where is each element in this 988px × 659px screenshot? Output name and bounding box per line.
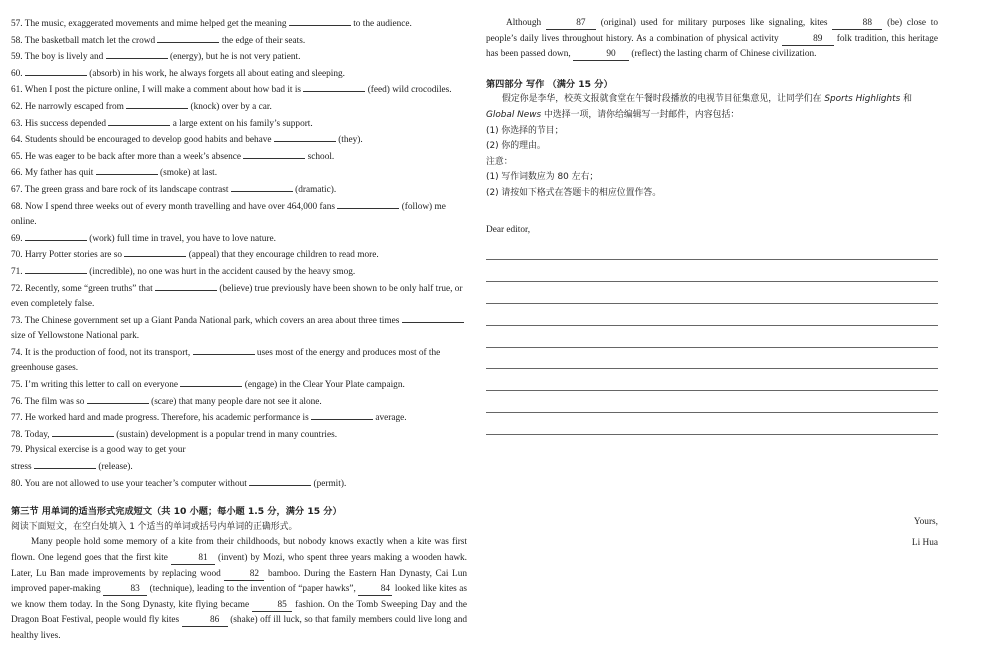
letter-closing: Yours, bbox=[913, 517, 938, 527]
question-text-after: (engage) in the Clear Your Plate campaign. bbox=[244, 380, 405, 391]
answer-blank[interactable] bbox=[155, 281, 217, 291]
question-text-before: Now I spend three weeks out of every month travelling and have over 464,000 fans bbox=[24, 201, 336, 212]
question-text-after: (dramatic). bbox=[295, 184, 337, 195]
answer-lines bbox=[486, 238, 938, 435]
question-item bbox=[11, 394, 467, 411]
question-item bbox=[11, 377, 467, 394]
answer-blank[interactable] bbox=[124, 247, 186, 257]
question-item bbox=[11, 410, 467, 427]
question-item bbox=[11, 49, 467, 66]
question-text-before: My father has quit bbox=[24, 168, 94, 179]
letter-signature: Li Hua bbox=[911, 538, 938, 548]
question-text-after: size of Yellowstone National park. bbox=[11, 331, 140, 342]
question-79-cont: stress (release). bbox=[11, 459, 467, 476]
answer-blank[interactable] bbox=[126, 99, 188, 109]
answer-blank[interactable] bbox=[25, 231, 87, 241]
question-text-before: His success depended bbox=[24, 118, 107, 129]
blank-85[interactable]: 85 bbox=[252, 600, 292, 612]
question-number: 63. bbox=[11, 118, 23, 129]
question-item bbox=[11, 16, 467, 33]
question-text-after: (feed) wild crocodiles. bbox=[367, 85, 452, 96]
answer-blank[interactable] bbox=[231, 182, 293, 192]
answer-line[interactable] bbox=[486, 282, 938, 304]
question-text-after: (work) full time in travel, you have to love nature. bbox=[89, 233, 276, 244]
question-number: 67. bbox=[11, 184, 23, 195]
writing-item: (2) 你的理由。 bbox=[486, 141, 546, 152]
answer-blank[interactable] bbox=[52, 427, 114, 437]
answer-line[interactable] bbox=[486, 369, 938, 391]
answer-blank[interactable] bbox=[274, 132, 336, 142]
answer-blank[interactable] bbox=[25, 264, 87, 274]
question-text-after: (knock) over by a car. bbox=[190, 101, 272, 112]
blank-90[interactable]: 90 bbox=[573, 49, 629, 61]
question-number: 59. bbox=[11, 52, 23, 63]
question-text-before: The boy is lively and bbox=[24, 52, 104, 63]
option-global-news: Global News bbox=[486, 109, 542, 120]
answer-line[interactable] bbox=[486, 304, 938, 326]
question-text-after: (scare) that many people dare not see it alone. bbox=[151, 396, 322, 407]
question-item bbox=[11, 231, 467, 248]
answer-blank[interactable] bbox=[337, 199, 399, 209]
question-number: 65. bbox=[11, 151, 23, 162]
question-item bbox=[11, 281, 467, 313]
question-80: 80. You are not allowed to use your teacher’s computer without (permit). bbox=[11, 476, 467, 493]
question-number: 73. bbox=[11, 315, 23, 326]
answer-blank[interactable] bbox=[96, 165, 158, 175]
question-number: 64. bbox=[11, 135, 23, 146]
question-text-before: It is the production of food, not its transport, bbox=[24, 347, 191, 358]
question-number: 66. bbox=[11, 168, 23, 179]
letter-greeting: Dear editor, bbox=[486, 224, 531, 235]
question-number: 58. bbox=[11, 35, 23, 46]
question-text-after: (smoke) at last. bbox=[160, 168, 218, 179]
answer-blank[interactable] bbox=[87, 394, 149, 404]
question-text-after: average. bbox=[375, 413, 407, 424]
blank-84[interactable]: 84 bbox=[358, 584, 392, 596]
question-text-before: He worked hard and made progress. Therefore, his academic performance is bbox=[24, 413, 309, 424]
question-number: 77. bbox=[11, 413, 23, 424]
cloze-passage-continued: Although 87 (original) used for military purposes like signaling, kites 88 (be) close to people’s daily lives throughout history. As a combination of physical activity 89 folk tradition, this heritage has been passed down, 90 (reflect) the lasting charm of Chinese civilization. bbox=[486, 18, 939, 60]
answer-blank[interactable] bbox=[108, 116, 170, 126]
question-text-before: The Chinese government set up a Giant Panda National park, which covers an area about three times bbox=[24, 315, 400, 326]
question-item bbox=[11, 33, 467, 50]
answer-line[interactable] bbox=[486, 260, 938, 282]
answer-blank[interactable] bbox=[303, 82, 365, 92]
cloze-passage: Many people hold some memory of a kite from their childhoods, but nobody knows exactly when a kite was first flown. One legend goes that the first kite 81 (invent) by Mozi, who spent three years making a wooden hawk. Later, Lu Ban made improvements by replacing wood 82 bamboo. During the Eastern Han Dynasty, Cai Lun improved paper-making 83 (technique), leading to the invention of “paper hawks”, 84 looked like kites as we know them today. In the Song Dynasty, kite flying became 85 fashion. On the Tomb Sweeping Day and the Dragon Boat Festival, people would fly kites 86 (shake) off ill luck, so that family members could live long and healthy lives. bbox=[11, 537, 468, 641]
question-item bbox=[11, 264, 467, 281]
question-number: 60. bbox=[11, 68, 23, 79]
question-item bbox=[11, 182, 467, 199]
question-79-text: 79. Physical exercise is a good way to get your bbox=[11, 445, 186, 456]
question-number: 75. bbox=[11, 380, 23, 391]
answer-blank[interactable] bbox=[311, 410, 373, 420]
question-text-after: to the audience. bbox=[353, 19, 412, 29]
question-79 bbox=[11, 443, 467, 459]
question-item bbox=[11, 247, 467, 264]
writing-note: (1) 写作词数应为 80 左右； bbox=[486, 172, 599, 183]
answer-blank[interactable] bbox=[243, 149, 305, 159]
writing-title: 第四部分 写作 （满分 15 分） bbox=[486, 78, 613, 90]
question-text-after: the edge of their seats. bbox=[221, 35, 306, 46]
question-item bbox=[11, 149, 467, 166]
writing-item: (1) 你选择的节目； bbox=[486, 125, 564, 136]
answer-blank[interactable] bbox=[249, 476, 311, 486]
blank-89[interactable]: 89 bbox=[782, 34, 834, 46]
question-text-before: The green grass and bare rock of its landscape contrast bbox=[24, 184, 229, 195]
right-column bbox=[486, 16, 938, 435]
question-text-before: Today, bbox=[24, 429, 50, 440]
question-number: 57. bbox=[11, 19, 23, 29]
question-item bbox=[11, 66, 467, 83]
question-text-before: Recently, some “green truths” that bbox=[24, 283, 153, 294]
section3-title: 第三节 用单词的适当形式完成短文（共 10 小题；每小题 1.5 分，满分 15 分） bbox=[11, 506, 342, 518]
question-text-after: (absorb) in his work, he always forgets all about eating and sleeping. bbox=[89, 68, 345, 79]
question-number: 76. bbox=[11, 396, 23, 407]
question-text-after: school. bbox=[307, 151, 335, 162]
answer-blank[interactable] bbox=[106, 49, 168, 59]
question-text-before: The basketball match let the crowd bbox=[24, 35, 156, 46]
question-text-before: The music, exaggerated movements and mime helped get the meaning bbox=[24, 19, 287, 29]
question-text-after: (energy), but he is not very patient. bbox=[169, 52, 301, 63]
question-item bbox=[11, 132, 467, 149]
answer-blank[interactable] bbox=[180, 377, 242, 387]
question-number: 74. bbox=[11, 347, 23, 358]
answer-blank[interactable] bbox=[34, 459, 96, 469]
question-text-after: (follow) me online. bbox=[11, 201, 446, 228]
question-number: 71. bbox=[11, 266, 23, 277]
writing-note-label: 注意： bbox=[486, 156, 513, 167]
question-number: 70. bbox=[11, 250, 23, 261]
question-number: 68. bbox=[11, 201, 23, 212]
answer-blank[interactable] bbox=[157, 33, 219, 43]
question-text-after: a large extent on his family’s support. bbox=[172, 118, 313, 129]
question-number: 69. bbox=[11, 233, 23, 244]
question-text-after: (they). bbox=[338, 135, 363, 146]
question-text-before: He was eager to be back after more than a week’s absence bbox=[24, 151, 241, 162]
writing-prompt: 假定你是李华，校英文报就食堂在午餐时段播放的电视节目征集意见，让同学们在 Sports Highlights 和 Global News 中选择一项，请你给编辑写一封邮件，内容包括： (1) 你选择的节目； (2) 你的理由。 注意： (1) 写作词数应为 80 左右； (2) 请按如下格式在答题卡的相应位置作答。 bbox=[486, 92, 938, 201]
blank-83[interactable]: 83 bbox=[103, 584, 147, 596]
answer-blank[interactable] bbox=[25, 66, 87, 76]
blank-86[interactable]: 86 bbox=[182, 615, 228, 627]
blank-87[interactable]: 87 bbox=[546, 18, 596, 30]
answer-line[interactable] bbox=[486, 326, 938, 348]
answer-line[interactable] bbox=[486, 413, 938, 435]
question-text-after: (incredible), no one was hurt in the accident caused by the heavy smog. bbox=[89, 266, 356, 277]
question-item bbox=[11, 99, 467, 116]
question-text-after: uses most of the energy and produces most of the greenhouse gases. bbox=[11, 347, 441, 374]
question-number: 62. bbox=[11, 101, 23, 112]
blank-82[interactable]: 82 bbox=[224, 569, 264, 581]
answer-line[interactable] bbox=[486, 391, 938, 413]
question-text-after: (appeal) that they encourage children to read more. bbox=[188, 250, 379, 261]
question-item bbox=[11, 199, 467, 231]
question-number: 78. bbox=[11, 429, 23, 440]
section3-instruction: 阅读下面短文，在空白处填入 1 个适当的单词或括号内单词的正确形式。 bbox=[11, 521, 298, 532]
question-item bbox=[11, 82, 467, 99]
blank-88[interactable]: 88 bbox=[832, 18, 882, 30]
blank-81[interactable]: 81 bbox=[171, 553, 215, 565]
answer-line[interactable] bbox=[486, 238, 938, 260]
question-text-before: Harry Potter stories are so bbox=[24, 250, 123, 261]
question-item bbox=[11, 427, 467, 444]
question-text-before: When I post the picture online, I will make a comment about how bad it is bbox=[24, 85, 302, 96]
answer-line[interactable] bbox=[486, 348, 938, 370]
option-sports-highlights: Sports Highlights bbox=[824, 94, 901, 105]
answer-blank[interactable] bbox=[193, 345, 255, 355]
question-number: 61. bbox=[11, 85, 23, 96]
answer-blank[interactable] bbox=[402, 313, 464, 323]
question-text-before: Students should be encouraged to develop good habits and behave bbox=[24, 135, 272, 146]
question-item bbox=[11, 165, 467, 182]
question-text-before: He narrowly escaped from bbox=[24, 101, 124, 112]
left-column bbox=[11, 16, 467, 645]
question-item bbox=[11, 313, 467, 345]
question-list-57-78 bbox=[11, 16, 467, 443]
question-number: 72. bbox=[11, 283, 23, 294]
question-text-before: I’m writing this letter to call on everyone bbox=[24, 380, 179, 391]
question-text-after: (sustain) development is a popular trend in many countries. bbox=[116, 429, 338, 440]
question-item bbox=[11, 116, 467, 133]
question-text-before: The film was so bbox=[24, 396, 85, 407]
writing-note: (2) 请按如下格式在答题卡的相应位置作答。 bbox=[486, 187, 662, 198]
answer-blank[interactable] bbox=[289, 16, 351, 26]
question-text-after: (believe) true previously have been shown to be only half true, or even completely false. bbox=[11, 283, 463, 310]
question-item bbox=[11, 345, 467, 377]
